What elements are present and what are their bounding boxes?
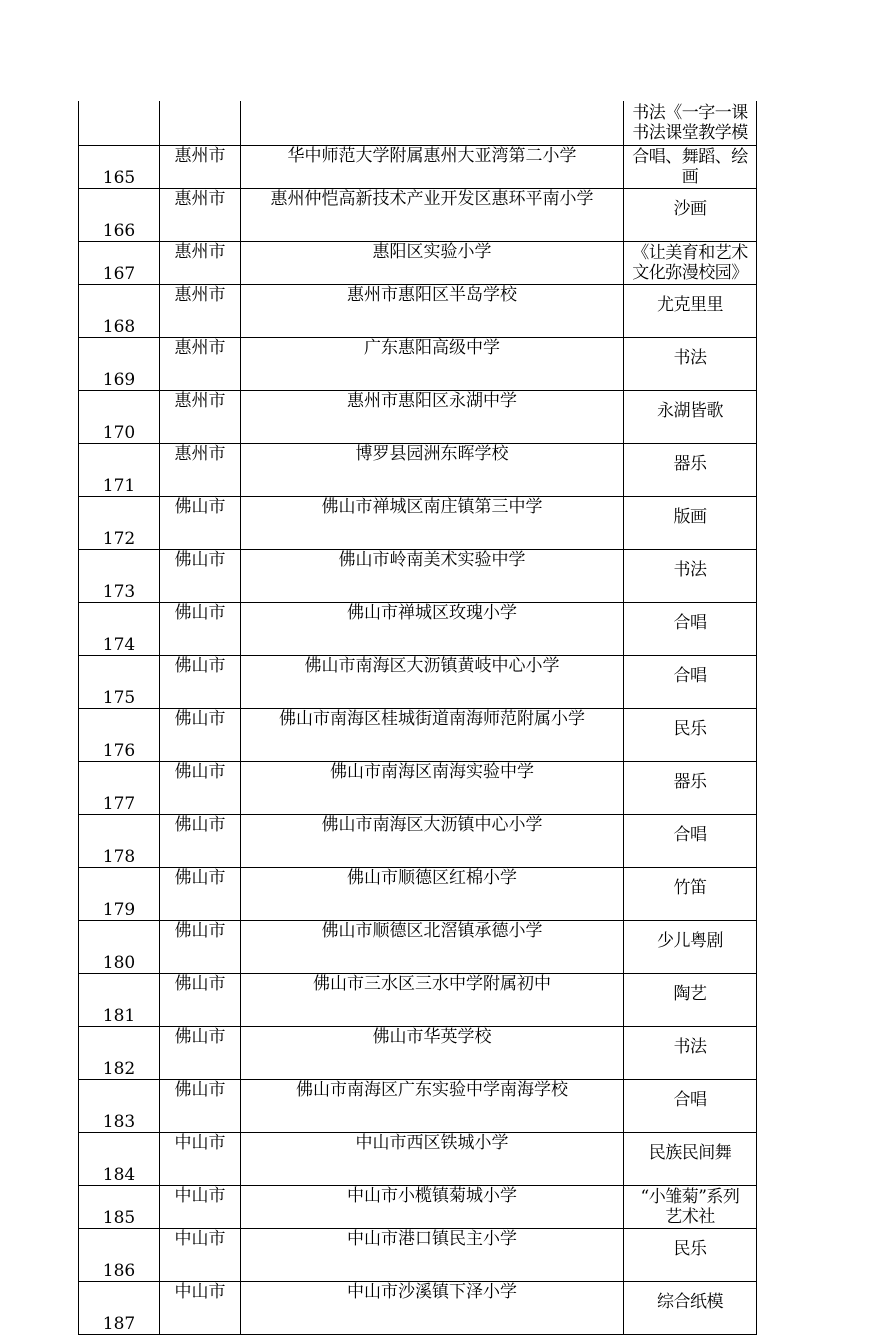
city-cell: 佛山市 — [160, 1027, 241, 1080]
row-number-cell: 173 — [79, 550, 160, 603]
row-number-cell: 182 — [79, 1027, 160, 1080]
table-row — [79, 815, 757, 868]
city-cell: 惠州市 — [160, 285, 241, 338]
school-name-cell: 佛山市顺德区红棉小学 — [241, 868, 624, 921]
table-row — [79, 444, 757, 497]
program-line: 画 — [681, 167, 699, 187]
school-name-cell: 中山市沙溪镇下泽小学 — [241, 1282, 624, 1335]
school-name-cell: 惠州仲恺高新技术产业开发区惠环平南小学 — [241, 189, 624, 242]
program-line: 民乐 — [673, 719, 707, 739]
program-line: 民族民间舞 — [648, 1143, 732, 1163]
table-row — [79, 242, 757, 285]
school-name-cell: 佛山市南海区广东实验中学南海学校 — [241, 1080, 624, 1133]
table-row-continuation — [79, 101, 757, 146]
school-name-cell: 华中师范大学附属惠州大亚湾第二小学 — [241, 146, 624, 189]
city-cell: 惠州市 — [160, 444, 241, 497]
school-name-cell: 佛山市禅城区南庄镇第三中学 — [241, 497, 624, 550]
program-cell — [624, 189, 757, 242]
city-cell: 佛山市 — [160, 762, 241, 815]
row-number-cell: 187 — [79, 1282, 160, 1335]
school-name-cell: 中山市西区铁城小学 — [241, 1133, 624, 1186]
program-line: “小雏菊”系列 — [640, 1187, 740, 1207]
row-number-cell: 165 — [79, 146, 160, 189]
city-cell: 佛山市 — [160, 1080, 241, 1133]
program-cell — [624, 1229, 757, 1282]
table-row — [79, 921, 757, 974]
program-cell — [624, 497, 757, 550]
row-number-cell: 177 — [79, 762, 160, 815]
table-row — [79, 1080, 757, 1133]
city-cell: 佛山市 — [160, 550, 241, 603]
city-cell: 佛山市 — [160, 921, 241, 974]
city-cell: 佛山市 — [160, 497, 241, 550]
school-name-cell: 佛山市三水区三水中学附属初中 — [241, 974, 624, 1027]
program-cell — [624, 550, 757, 603]
program-cell — [624, 868, 757, 921]
city-cell: 佛山市 — [160, 815, 241, 868]
program-line: 竹笛 — [673, 878, 707, 898]
program-cell — [624, 146, 757, 189]
school-program-table — [78, 101, 757, 1335]
program-cell — [624, 1282, 757, 1335]
program-cell — [624, 1027, 757, 1080]
table-row — [79, 974, 757, 1027]
city-cell: 佛山市 — [160, 603, 241, 656]
program-line: 书法 — [673, 1037, 707, 1057]
school-name-cell: 惠州市惠阳区半岛学校 — [241, 285, 624, 338]
school-name-cell: 中山市小榄镇菊城小学 — [241, 1186, 624, 1229]
table-row — [79, 1133, 757, 1186]
table-row — [79, 497, 757, 550]
school-name-cell: 中山市港口镇民主小学 — [241, 1229, 624, 1282]
program-line: 永湖皆歌 — [657, 401, 723, 421]
program-cell — [624, 338, 757, 391]
row-number-cell: 174 — [79, 603, 160, 656]
program-line: 书法 — [673, 560, 707, 580]
school-name-cell: 惠阳区实验小学 — [241, 242, 624, 285]
program-line: 沙画 — [673, 199, 707, 219]
program-line: 书法《一字一课 — [632, 103, 748, 123]
row-number-cell: 172 — [79, 497, 160, 550]
row-number-cell: 181 — [79, 974, 160, 1027]
program-line: 合唱 — [673, 1090, 707, 1110]
school-name-cell: 佛山市禅城区玫瑰小学 — [241, 603, 624, 656]
program-cell — [624, 1080, 757, 1133]
city-cell: 中山市 — [160, 1133, 241, 1186]
row-number-cell: 166 — [79, 189, 160, 242]
city-cell: 中山市 — [160, 1282, 241, 1335]
program-line: 民乐 — [673, 1239, 707, 1259]
city-cell: 中山市 — [160, 1186, 241, 1229]
program-cell — [624, 242, 757, 285]
program-cell — [624, 921, 757, 974]
table-row — [79, 391, 757, 444]
row-number-cell: 186 — [79, 1229, 160, 1282]
program-line: 合唱 — [673, 825, 707, 845]
school-name-cell: 佛山市南海区南海实验中学 — [241, 762, 624, 815]
row-number-cell: 180 — [79, 921, 160, 974]
school-name-cell: 佛山市南海区大沥镇黄岐中心小学 — [241, 656, 624, 709]
city-cell: 佛山市 — [160, 656, 241, 709]
program-cell — [624, 762, 757, 815]
program-line: 器乐 — [673, 772, 707, 792]
table-row — [79, 338, 757, 391]
table-row — [79, 1186, 757, 1229]
program-line: 艺术社 — [665, 1207, 715, 1227]
school-name-cell: 惠州市惠阳区永湖中学 — [241, 391, 624, 444]
school-name-cell — [241, 101, 624, 146]
table-row — [79, 762, 757, 815]
city-cell: 佛山市 — [160, 868, 241, 921]
program-line: 陶艺 — [673, 984, 707, 1004]
school-name-cell: 佛山市顺德区北滘镇承德小学 — [241, 921, 624, 974]
program-cell — [624, 101, 757, 146]
row-number-cell: 168 — [79, 285, 160, 338]
table-row — [79, 550, 757, 603]
city-cell: 中山市 — [160, 1229, 241, 1282]
row-number-cell: 184 — [79, 1133, 160, 1186]
program-line: 综合纸模 — [657, 1292, 723, 1312]
school-name-cell: 佛山市岭南美术实验中学 — [241, 550, 624, 603]
program-cell — [624, 656, 757, 709]
city-cell: 佛山市 — [160, 974, 241, 1027]
table-row — [79, 656, 757, 709]
row-number-cell: 175 — [79, 656, 160, 709]
table-row — [79, 189, 757, 242]
program-cell — [624, 1133, 757, 1186]
table-row — [79, 146, 757, 189]
row-number-cell: 170 — [79, 391, 160, 444]
table-row — [79, 709, 757, 762]
row-number-cell: 178 — [79, 815, 160, 868]
program-cell — [624, 709, 757, 762]
program-cell — [624, 391, 757, 444]
program-cell — [624, 1186, 757, 1229]
row-number-cell: 185 — [79, 1186, 160, 1229]
table-row — [79, 1229, 757, 1282]
school-name-cell: 广东惠阳高级中学 — [241, 338, 624, 391]
school-name-cell: 佛山市华英学校 — [241, 1027, 624, 1080]
program-line: 尤克里里 — [657, 295, 723, 315]
program-cell — [624, 974, 757, 1027]
row-number-cell: 169 — [79, 338, 160, 391]
program-line: 文化弥漫校园》 — [632, 263, 748, 283]
program-line: 版画 — [673, 507, 707, 527]
city-cell: 惠州市 — [160, 189, 241, 242]
program-line: 书法课堂教学模 — [632, 123, 748, 143]
table-body — [79, 101, 757, 1335]
row-number-cell: 179 — [79, 868, 160, 921]
program-line: 合唱、舞蹈、绘 — [632, 147, 748, 167]
program-cell — [624, 603, 757, 656]
row-number-cell: 176 — [79, 709, 160, 762]
table-row — [79, 1027, 757, 1080]
row-number-cell: 183 — [79, 1080, 160, 1133]
city-cell: 惠州市 — [160, 146, 241, 189]
city-cell: 惠州市 — [160, 242, 241, 285]
program-line: 少儿粤剧 — [657, 931, 723, 951]
city-cell: 惠州市 — [160, 338, 241, 391]
program-line: 《让美育和艺术 — [632, 243, 748, 263]
row-number-cell: 167 — [79, 242, 160, 285]
program-line: 器乐 — [673, 454, 707, 474]
school-name-cell: 佛山市南海区桂城街道南海师范附属小学 — [241, 709, 624, 762]
city-cell: 惠州市 — [160, 391, 241, 444]
city-cell: 佛山市 — [160, 709, 241, 762]
table-row — [79, 285, 757, 338]
program-cell — [624, 285, 757, 338]
program-line: 书法 — [673, 348, 707, 368]
row-number-cell — [79, 101, 160, 146]
school-name-cell: 博罗县园洲东晖学校 — [241, 444, 624, 497]
table-row — [79, 868, 757, 921]
city-cell — [160, 101, 241, 146]
school-name-cell: 佛山市南海区大沥镇中心小学 — [241, 815, 624, 868]
program-cell — [624, 444, 757, 497]
program-line: 合唱 — [673, 613, 707, 633]
row-number-cell: 171 — [79, 444, 160, 497]
program-line: 合唱 — [673, 666, 707, 686]
table-row — [79, 603, 757, 656]
table-row — [79, 1282, 757, 1335]
program-cell — [624, 815, 757, 868]
